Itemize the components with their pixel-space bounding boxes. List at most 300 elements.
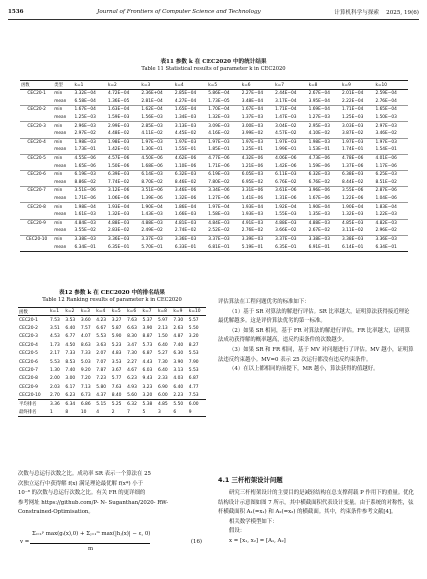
rank-cell: 3.13 — [173, 367, 184, 373]
value-cell: 3.03E−03 — [342, 123, 364, 129]
table-row — [20, 179, 408, 187]
value-cell: 3.32E−04 — [74, 91, 96, 97]
value-cell: 6.81E−01 — [207, 243, 240, 251]
value-cell: 3.51E−06 — [74, 188, 96, 194]
value-cell: 4.84E−03 — [208, 220, 230, 226]
value-cell: 1.53E−01 — [308, 146, 341, 154]
table-row — [20, 211, 408, 219]
rank-cell: 6.87 — [188, 376, 199, 382]
value-cell: 6.58E−04 — [74, 98, 107, 106]
table12 — [18, 307, 206, 417]
column-header: k=8 — [157, 308, 172, 316]
value-cell: 1.42E−06 — [274, 162, 307, 170]
value-cell: 1.85E−01 — [207, 146, 240, 154]
rank-cell: 6.90 — [157, 384, 168, 390]
type-cell: mean — [53, 211, 73, 219]
column-header: k=8 — [308, 81, 341, 90]
rank-cell: 7.20 — [80, 376, 91, 382]
text-line: 10⁻⁸ 的次数与总运行次数之比。有关 FR 的更详细的 — [18, 490, 146, 497]
header-rule — [8, 19, 419, 20]
rank-cell: 8.63 — [80, 342, 91, 348]
value-cell: 3.36E−03 — [375, 236, 397, 242]
journal-name: Journal of Frontiers of Computer Science and Technology — [97, 9, 261, 15]
value-cell: 6.05E−03 — [241, 172, 264, 178]
table-row — [20, 106, 408, 114]
value-cell: 6.38E−03 — [342, 172, 364, 178]
function-cell: CEC20-1 — [19, 317, 38, 323]
rank-cell: 4.37 — [96, 392, 107, 398]
table-row — [20, 130, 408, 138]
rank-cell: 5.53 — [96, 334, 107, 340]
paragraph: 研究三杆桁架设计的主要目的是减轻结构在总支撑荷载 P 作用下的重量。优化结构设计示意图如图 7 所示，其中横截面积代表设计变量。由于系统的对称性，弦杆横截面积 A₁(=x₁) 和 A₂(=x₃) 的横截面。其中，约束条件参考文献[4]。 — [218, 490, 414, 516]
table-row — [18, 375, 206, 383]
equation-denominator: m — [88, 546, 94, 552]
table-row — [20, 138, 408, 146]
type-cell: mean — [53, 162, 73, 170]
value-cell: 4.48E−02 — [107, 130, 140, 138]
column-header: k=10 — [188, 308, 206, 316]
value-cell: 2.83E−02 — [107, 227, 140, 235]
value-cell: 1.27E−03 — [308, 114, 341, 122]
value-cell: 4.10E−02 — [308, 130, 341, 138]
rank-cell: 7.07 — [96, 359, 107, 365]
paragraph: （3）如果 SR 和 FR 相同，基于 MV 对问题进行了评估。MV 越小，证明算法违反约束越小。MV=0 表示 25 次运行都没有违反约束条件。 — [218, 346, 414, 363]
column-header: k=7 — [274, 81, 307, 90]
section-heading: 4.1 三杆桁架设计问题 — [218, 476, 283, 484]
value-cell: 1.71E−06 — [74, 195, 107, 203]
rank-cell: 4.87 — [173, 334, 184, 340]
rank-cell: 8 — [64, 408, 79, 416]
function-cell: CEC20-3 — [19, 334, 38, 340]
value-cell: 1.90E−04 — [308, 204, 330, 210]
value-cell: 1.25E−03 — [341, 114, 374, 122]
rank-cell: 7.40 — [65, 367, 76, 373]
value-cell: 2.67E−02 — [308, 227, 341, 235]
value-cell: 1.32E−03 — [341, 211, 374, 219]
value-cell: 4.55E−06 — [74, 156, 96, 162]
value-cell: 1.27E−06 — [207, 195, 240, 203]
value-cell: 1.55E−03 — [274, 211, 307, 219]
value-cell: 3.04E−02 — [275, 123, 297, 129]
rank-cell: 4.83 — [111, 351, 122, 357]
value-cell: 8.44E−02 — [341, 179, 374, 187]
value-cell: 1.92E−04 — [275, 204, 297, 210]
value-cell: 1.50E−06 — [107, 162, 140, 170]
type-cell: mean — [53, 243, 73, 251]
rank-cell: 8.87 — [142, 334, 153, 340]
value-cell: 1.97E−03 — [375, 139, 397, 145]
value-cell: 1.31E−06 — [274, 195, 307, 203]
column-header: k=6 — [241, 81, 274, 90]
value-cell: 1.67E−06 — [308, 195, 341, 203]
function-cell: CEC20-6 — [27, 172, 46, 178]
table-row — [20, 195, 408, 203]
value-cell: 6.14E−01 — [341, 243, 374, 251]
value-cell: 3.46E−06 — [174, 188, 197, 194]
paragraph: 评估算法在工程问题优劣的标准如下： — [218, 299, 310, 305]
value-cell: 6.14E−03 — [141, 172, 163, 178]
value-cell: 4.45E−02 — [174, 130, 207, 138]
value-cell: 4.72E−04 — [107, 91, 130, 97]
function-cell — [20, 98, 53, 106]
journal-name-cn: 计算机科学与探索 — [334, 10, 380, 16]
value-cell: 1.74E−01 — [341, 146, 374, 154]
value-cell: 1.98E−04 — [74, 204, 96, 210]
table-row — [18, 324, 206, 332]
rank-cell: 9.20 — [80, 367, 91, 373]
value-cell: 1.58E−03 — [207, 211, 240, 219]
value-cell: 2.85E−03 — [141, 123, 163, 129]
table-row — [20, 154, 408, 162]
value-cell: 1.37E−03 — [241, 114, 274, 122]
value-cell: 3.66E−02 — [274, 227, 307, 235]
value-cell: 1.66E−03 — [174, 211, 207, 219]
rank-cell: 6.17 — [65, 384, 76, 390]
rank-cell: 4 — [95, 408, 110, 416]
value-cell: 1.22E−06 — [341, 195, 374, 203]
table-row — [20, 114, 408, 122]
type-cell: mean — [53, 195, 73, 203]
value-cell: 6.19E−03 — [74, 172, 96, 178]
value-cell: 1.35E−03 — [308, 211, 341, 219]
rank-cell: 6.67 — [96, 325, 107, 331]
table-row — [18, 383, 206, 391]
paragraph: x = [x₁, x₂] = [A₁, A₂] — [229, 537, 286, 544]
value-cell: 3.34E−06 — [208, 188, 230, 194]
rank-cell: 5.80 — [96, 384, 107, 390]
value-cell: 4.50E−06 — [141, 156, 163, 162]
value-cell: 7.80E−02 — [207, 179, 240, 187]
rank-cell: 3.90 — [142, 325, 153, 331]
column-header: k=5 — [111, 308, 126, 316]
rank-cell: 7.90 — [188, 359, 199, 365]
rank-cell: 6.40 — [65, 325, 76, 331]
table12-caption-en: Table 12 Ranking results of parameter k in CEC2020 — [42, 297, 182, 303]
rank-cell: 2.17 — [50, 351, 60, 357]
table-row — [20, 203, 408, 211]
value-cell: 6.35E−01 — [107, 243, 140, 251]
rank-cell: 7.23 — [96, 376, 107, 382]
function-cell — [20, 130, 53, 138]
value-cell: 1.43E−03 — [140, 211, 173, 219]
column-header: k=2 — [64, 308, 79, 316]
rank-cell: 6.03 — [142, 367, 153, 373]
table-row — [18, 400, 206, 408]
value-cell: 8.86E−02 — [74, 179, 107, 187]
type-cell: min — [54, 156, 63, 162]
rank-cell: 3.20 — [188, 334, 199, 340]
value-cell: 6.76E−02 — [308, 179, 341, 187]
column-header: k=9 — [172, 308, 187, 316]
value-cell: 7.74E−02 — [107, 179, 140, 187]
value-cell: 6.32E−03 — [308, 172, 330, 178]
value-cell: 1.37E−06 — [341, 162, 374, 170]
value-cell: 1.04E−06 — [374, 195, 408, 203]
value-cell: 4.11E−02 — [140, 130, 173, 138]
rank-cell: 5.25 — [111, 400, 126, 408]
function-cell: 平均排名 — [18, 400, 49, 408]
value-cell: 2.01E−04 — [342, 91, 364, 97]
type-cell: mean — [53, 130, 73, 138]
rank-cell: 7.30 — [127, 351, 137, 357]
rank-cell: 5 — [142, 408, 157, 416]
rank-cell: 7.30 — [173, 317, 184, 323]
rank-cell: 4.93 — [127, 384, 137, 390]
value-cell: 3.13E−03 — [174, 123, 197, 129]
value-cell: 6.34E−01 — [74, 243, 107, 251]
value-cell: 1.25E−03 — [74, 114, 107, 122]
rank-cell: 4.67 — [127, 367, 137, 373]
type-cell: min — [54, 107, 63, 113]
paragraph: 相关数学模型如下： — [229, 518, 278, 525]
type-cell: mean — [53, 114, 73, 122]
function-cell — [20, 146, 53, 154]
function-cell — [20, 114, 53, 122]
type-cell: min — [54, 139, 63, 145]
column-header: k=4 — [95, 308, 110, 316]
value-cell: 2.96E−02 — [374, 227, 408, 235]
value-cell: 1.63E−04 — [107, 107, 130, 113]
rank-cell: 3.00 — [65, 376, 76, 382]
column-header: k=6 — [126, 308, 141, 316]
value-cell: 3.96E−06 — [308, 188, 330, 194]
table-row — [20, 90, 408, 98]
rank-cell: 5.87 — [111, 325, 122, 331]
value-cell: 6.11E−03 — [275, 172, 297, 178]
value-cell: 1.61E−03 — [74, 211, 107, 219]
function-cell — [20, 179, 53, 187]
function-cell: CEC20-10 — [26, 236, 48, 242]
equation-lhs: v = — [20, 539, 30, 545]
paragraph: （1）基于 SR 对算法的解进行评估。SR 比率越大，证明算法获得接近理论最优解越多。这是评价算法优劣的第一标准。 — [218, 308, 410, 325]
rank-cell: 6.30 — [173, 351, 184, 357]
value-cell: 1.93E−03 — [241, 211, 274, 219]
rank-cell: 4.53 — [50, 334, 60, 340]
value-cell: 2.52E−02 — [207, 227, 240, 235]
value-cell: 1.39E−06 — [140, 195, 173, 203]
rank-cell: 5.38 — [142, 400, 157, 408]
paragraph: （4）在以上都相同的前提下，MR 越小，算法获得的值越好。 — [229, 366, 379, 373]
rank-cell: 7.33 — [80, 351, 91, 357]
value-cell: 4.27E−04 — [174, 98, 207, 106]
rank-cell: 4.85 — [157, 400, 172, 408]
column-header: 类型 — [53, 81, 73, 90]
column-header: k=1 — [49, 308, 64, 316]
rank-cell: 3.51 — [50, 325, 60, 331]
column-header: k=4 — [174, 81, 207, 90]
value-cell: 4.88E−03 — [141, 220, 163, 226]
value-cell: 3.99E−02 — [241, 130, 274, 138]
value-cell: 1.86E−04 — [174, 204, 197, 210]
rank-cell: 5.97 — [157, 317, 168, 323]
value-cell: 1.97E−03 — [275, 139, 297, 145]
value-cell: 3.55E−02 — [74, 227, 107, 235]
value-cell: 1.59E−06 — [308, 162, 341, 170]
rank-cell: 2.23 — [173, 392, 184, 398]
value-cell: 1.32E−03 — [107, 211, 140, 219]
value-cell: 3.31E−06 — [241, 188, 264, 194]
column-header: k=2 — [107, 81, 140, 90]
function-cell: 最终排名 — [18, 408, 49, 416]
rank-cell: 4.07 — [80, 334, 91, 340]
value-cell: 1.65E−04 — [174, 107, 197, 113]
value-cell: 6.95E−02 — [241, 179, 274, 187]
value-cell: 1.67E−04 — [241, 107, 264, 113]
value-cell: 2.59E−04 — [375, 91, 397, 97]
value-cell: 1.17E−06 — [374, 162, 408, 170]
type-cell: min — [54, 172, 63, 178]
rank-cell: 7.53 — [50, 317, 60, 323]
table-row — [18, 333, 206, 341]
rank-cell: 2.13 — [157, 325, 168, 331]
table11-caption-en: Table 11 Statistical results of parameter k in CEC2020 — [141, 66, 286, 72]
table-row — [20, 170, 408, 178]
table-row — [18, 349, 206, 357]
rank-cell: 5.60 — [127, 392, 137, 398]
right-body-text-2 — [218, 489, 414, 547]
value-cell: 1.32E−06 — [174, 195, 207, 203]
value-cell: 1.22E−03 — [374, 211, 408, 219]
rank-cell: 2.63 — [173, 325, 184, 331]
value-cell: 3.37E−03 — [208, 236, 230, 242]
value-cell: 4.85E−03 — [342, 220, 364, 226]
rank-cell: 3.60 — [80, 317, 91, 323]
function-cell: CEC20-8 — [19, 376, 38, 382]
value-cell: 1.97E−03 — [174, 139, 197, 145]
value-cell: 5.86E−04 — [208, 91, 230, 97]
value-cell: 3.51E−06 — [141, 188, 163, 194]
value-cell: 2.44E−04 — [275, 91, 297, 97]
value-cell: 2.87E−06 — [375, 188, 397, 194]
value-cell: 4.88E−03 — [308, 220, 330, 226]
rank-cell: 5.15 — [95, 400, 110, 408]
rank-cell: 5.53 — [188, 351, 199, 357]
table11-caption-cn: 表11 参数 k 在 CEC2020 中的统计结果 — [160, 59, 267, 65]
column-header: k=5 — [207, 81, 240, 90]
rank-cell: 9.43 — [142, 376, 153, 382]
value-cell: 1.97E−03 — [208, 139, 230, 145]
rank-cell: 4.43 — [142, 359, 153, 365]
rank-cell: 8.27 — [188, 342, 199, 348]
paragraph: （2）如果 SR 相同，基于 FR 对算法的解进行评估。FR 比率越大，证明算法成功获得解的概率越高，违反约束条件的次数越少。 — [218, 327, 410, 344]
rank-cell: 6.63 — [127, 325, 137, 331]
type-cell: mean — [53, 98, 73, 106]
rank-cell: 4.50 — [65, 342, 76, 348]
rank-cell: 7.63 — [127, 317, 137, 323]
function-cell — [20, 162, 53, 170]
rank-cell: 6.87 — [142, 351, 153, 357]
function-cell: CEC20-9 — [19, 384, 38, 390]
value-cell: 1.73E−01 — [74, 146, 107, 154]
value-cell: 2.97E−03 — [375, 123, 397, 129]
column-header: 函数 — [20, 81, 53, 90]
value-cell: 8.70E−02 — [140, 179, 173, 187]
value-cell: 2.76E−02 — [241, 227, 274, 235]
paragraph: 假设： — [229, 528, 246, 535]
rank-cell: 7.30 — [157, 359, 168, 365]
value-cell: 1.36E−05 — [107, 98, 140, 106]
function-cell: CEC20-9 — [27, 220, 46, 226]
value-cell: 3.48E−04 — [241, 98, 274, 106]
type-cell: min — [54, 123, 63, 129]
value-cell: 6.34E−01 — [374, 243, 408, 251]
value-cell: 6.19E−03 — [208, 172, 230, 178]
column-header: k=3 — [80, 308, 95, 316]
value-cell: 2.81E−04 — [140, 98, 173, 106]
rank-cell: 7.33 — [65, 351, 76, 357]
rank-cell: 4.77 — [188, 384, 199, 390]
function-cell — [20, 227, 53, 235]
value-cell: 2.95E−03 — [308, 123, 330, 129]
value-cell: 4.32E−06 — [241, 156, 264, 162]
value-cell: 8.46E−02 — [174, 179, 207, 187]
value-cell: 6.76E−02 — [274, 179, 307, 187]
function-cell: CEC20-6 — [19, 359, 38, 365]
right-body-text — [218, 298, 414, 375]
value-cell: 1.90E−04 — [342, 204, 364, 210]
value-cell: 4.88E−03 — [107, 220, 130, 226]
function-cell: CEC20-5 — [19, 351, 38, 357]
rank-cell: 3.20 — [142, 392, 153, 398]
value-cell: 1.65E−06 — [74, 162, 107, 170]
rank-cell: 3.90 — [173, 359, 184, 365]
value-cell: 2.27E−04 — [241, 91, 264, 97]
value-cell: 1.50E−03 — [374, 114, 408, 122]
column-header: k=3 — [140, 81, 173, 90]
table-row — [20, 187, 408, 195]
value-cell: 1.83E−04 — [375, 204, 397, 210]
rank-cell: 6.23 — [65, 392, 76, 398]
table-row — [18, 316, 206, 324]
rank-cell: 6.34 — [64, 400, 79, 408]
rank-cell: 6.40 — [157, 342, 168, 348]
type-cell: min — [54, 188, 63, 194]
value-cell: 4.57E−06 — [107, 156, 130, 162]
value-cell: 2.99E−03 — [107, 123, 130, 129]
rank-cell: 5.03 — [80, 359, 91, 365]
function-cell: CEC20-2 — [27, 107, 46, 113]
rank-cell: 7.63 — [111, 384, 122, 390]
rank-cell: 6.73 — [80, 392, 91, 398]
value-cell: 1.71E−04 — [342, 107, 364, 113]
function-cell — [20, 195, 53, 203]
rank-cell: 3.27 — [111, 317, 122, 323]
value-cell: 6.25E−03 — [375, 172, 397, 178]
table-row — [18, 358, 206, 366]
rank-cell: 8.40 — [111, 392, 122, 398]
value-cell: 1.90E−04 — [141, 204, 163, 210]
table-row — [20, 219, 408, 227]
type-cell: min — [54, 91, 63, 97]
rank-cell: 2.27 — [127, 359, 137, 365]
value-cell: 3.46E−02 — [374, 130, 408, 138]
value-cell: 5.19E−01 — [241, 243, 274, 251]
value-cell: 1.68E−06 — [140, 162, 173, 170]
value-cell: 1.41E−06 — [241, 195, 274, 203]
value-cell: 1.71E−04 — [275, 107, 297, 113]
value-cell: 1.97E−04 — [208, 204, 230, 210]
fraction-line — [30, 543, 150, 544]
rank-cell: 3.67 — [111, 367, 122, 373]
value-cell: 1.93E−04 — [241, 204, 264, 210]
rank-cell: 9 — [188, 408, 206, 416]
value-cell: 3.37E−03 — [275, 236, 297, 242]
function-cell: CEC20-7 — [27, 188, 46, 194]
rank-cell: 2.00 — [50, 376, 60, 382]
rank-cell: 5.73 — [142, 342, 153, 348]
value-cell: 6.39E−03 — [107, 172, 130, 178]
value-cell: 1.67E−04 — [74, 107, 96, 113]
